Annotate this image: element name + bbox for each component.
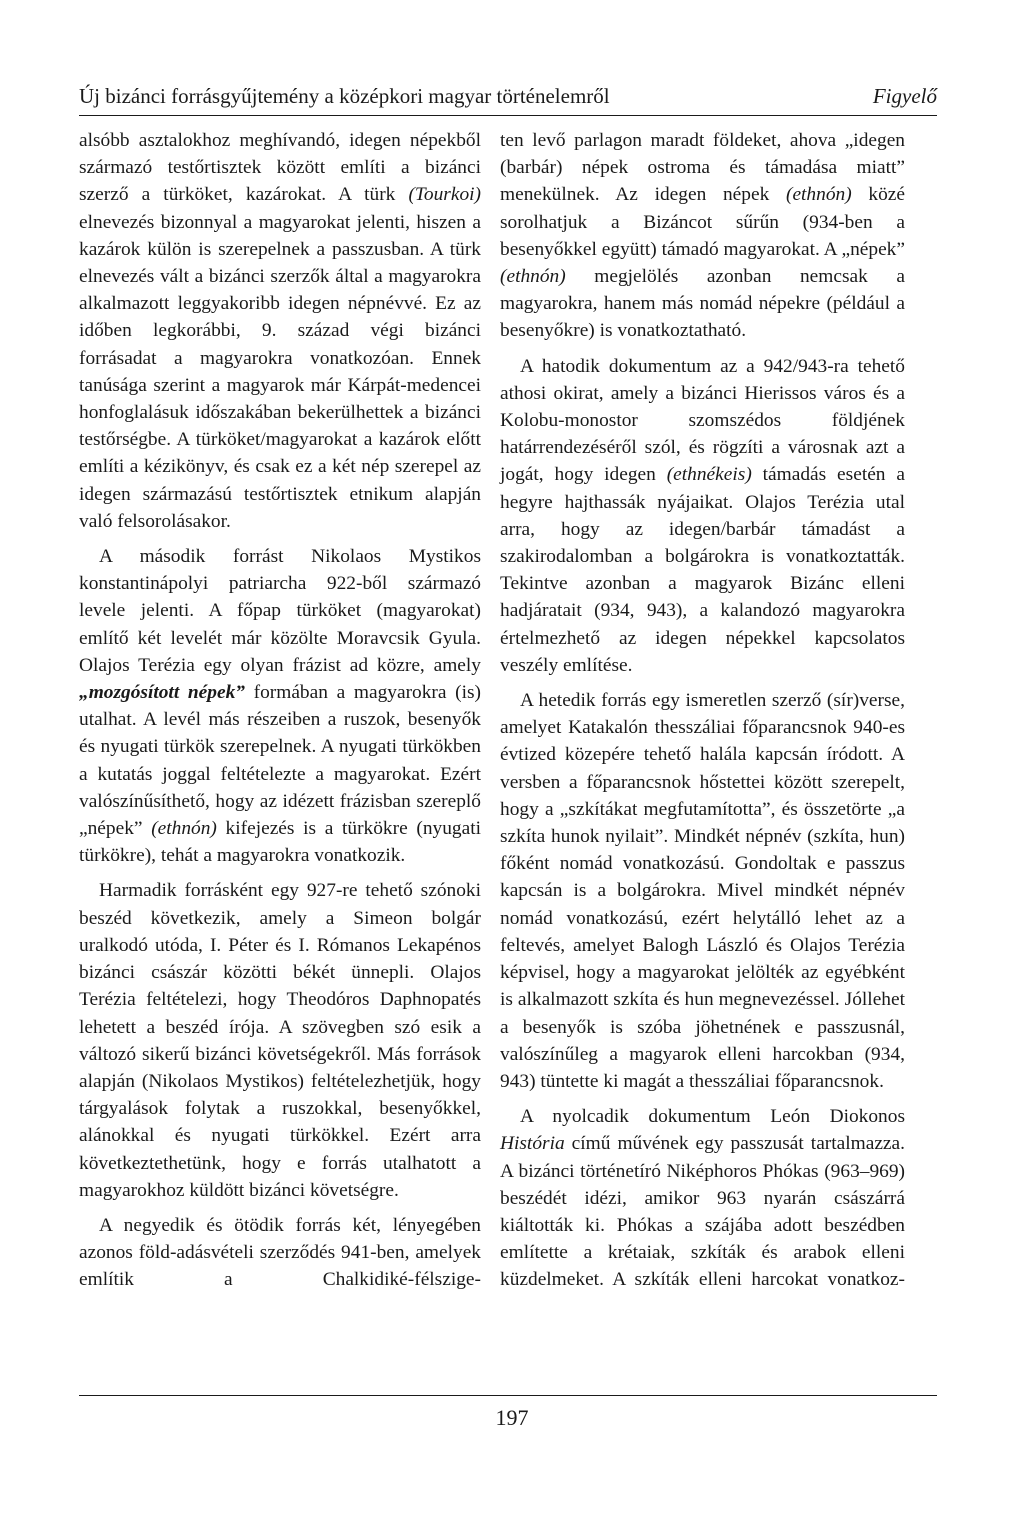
text-run-italic: (ethnón)	[785, 184, 852, 206]
paragraph	[79, 127, 481, 535]
text-run: A hatodik dokumentum az a 942/943-ra tehető athosi okirat, amely a bizánci Hierissos város és a Kolobu-monostor szomszédos földjének határrendezéséről szól, és rögzíti a városnak azt a jogát, hogy idegen	[500, 355, 905, 486]
text-run-italic: (Tourkoi)	[408, 184, 481, 206]
paragraph	[79, 1212, 481, 1294]
left-column	[79, 127, 481, 1294]
text-run: A negyedik és ötödik forrás két, lényegében azonos föld-adásvételi szerződés 941-ben, amelyek említik a Chalkidiké-félszige-	[79, 1214, 481, 1291]
paragraph	[500, 127, 905, 345]
text-run-italic: História	[500, 1133, 565, 1155]
text-run: alsóbb asztalokhoz meghívandó, idegen népekből származó testőrtisztek között említi a bizánci szerző a türköket, kazárokat. A türk	[79, 130, 481, 206]
running-head	[79, 84, 937, 116]
running-head-section: Figyelő	[872, 84, 937, 108]
text-run: ten levő parlagon maradt földeket, ahova „idegen (barbár) népek ostroma és támadása miatt” menekülnek. Az idegen népek	[500, 130, 905, 206]
paragraph	[500, 687, 905, 1095]
page-number: 197	[495, 1405, 529, 1430]
text-run: kifejezés is a türkökre (nyugati türkökre), tehát a magyarokra vonatkozik.	[79, 818, 481, 867]
text-run: elnevezés bizonnyal a magyarokat jelenti, hiszen a kazárok külön is szerepelnek a passzusban. A türk elnevezés vált a bizánci szerzők által a magyarokra alkalmazott leggyakoribb idegen népnévvé. Ez az időben legkorábbi, 9. század végi bizánci forrásadat a magyarokra vonatkozóan. Ennek tanúsága szerint a magyarok már Kárpát-medencei honfoglalásuk időszakában bekerülhettek a bizánci testőrségbe. A türköket/magyarokat a kazárok előtt említi a kézikönyv, és csak ez a két nép szerepel az idegen származású testőrtisztek etnikum alapján való felsorolásakor.	[79, 211, 481, 532]
paragraph	[500, 353, 905, 679]
paragraph	[79, 543, 481, 869]
footer-rule	[79, 1395, 937, 1396]
text-run: A nyolcadik dokumentum León Diokonos	[520, 1106, 905, 1128]
running-head-title: Új bizánci forrásgyűjtemény a középkori magyar történelemről	[79, 84, 610, 108]
text-run-italic: (ethnón)	[151, 818, 217, 840]
text-run: megjelölés azonban nemcsak a magyarokra, hanem más nomád népekre (például a besenyőkre) is vonatkoztatható.	[500, 266, 905, 342]
text-run: formában a magyarokra (is) utalhat. A levél más részeiben a ruszok, besenyők és nyugati türkök szerepelnek. A nyugati türkökben a kutatás joggal feltételezte a magyarokat. Ezért valószínűsíthető, hogy az idézett frázisban szereplő „népek”	[79, 682, 481, 840]
paragraph	[79, 877, 481, 1203]
text-run: közé sorolhatjuk a Bizáncot sűrűn (934-ben a besenyőkkel együtt) támadó magyarokat. A „népek”	[500, 184, 906, 260]
text-run: támadás esetén a hegyre hajthassák nyájaikat. Olajos Terézia utal arra, hogy az idegen/barbár támadást a szakirodalomban a bolgárokra is vonatkoztatták. Tekintve azonban a magyarok Bizánc elleni hadjáratait (934, 943), a kalandozó magyarokra értelmezhető az idegen népekkel kapcsolatos veszély említése.	[500, 464, 905, 676]
text-run-italic: (ethnón)	[500, 266, 566, 288]
text-run: A második forrást Nikolaos Mystikos konstantinápolyi patriarcha 922-ből származó levele jelenti. A főpap türköket (magyarokat) említő két levelét már közölte Moravcsik Gyula. Olajos Terézia egy olyan frázist ad közre, amely	[79, 546, 481, 676]
text-run: című művének egy passzusát tartalmazza. A bizánci történetíró Niképhoros Phókas (963–969) beszédét idézi, amikor 963 nyarán császárrá kiáltották ki. Phókas a szájába adott beszédben említette a krétaiak, szkíták és arabok elleni küzdelmeket. A szkíták elleni harcokat vonatkoz-	[500, 1133, 905, 1291]
paragraph	[500, 1103, 905, 1293]
right-column	[500, 127, 905, 1294]
text-run-italic: (ethnékeis)	[666, 464, 752, 486]
text-run-bold-italic: „mozgósított népek”	[79, 682, 245, 704]
text-run: A hetedik forrás egy ismeretlen szerző (sír)verse, amelyet Katakalón thesszáliai főparancsnok 940-es évtized közepére tehető halála kapcsán íródott. A versben a főparancsnok hőstettei között szerepelt, hogy a „szkítákat megfutamította”, és összetörte „a szkíta hunok nyilait”. Mindkét népnév (szkíta, hun) főként nomád vonatkozású. Gondoltak e passzus kapcsán is a bolgárokra. Mivel mindkét népnév nomád vonatkozású, ezért helytálló lehet az a feltevés, amelyet Balogh László és Olajos Terézia képvisel, hogy a magyarokat jelölték az egyébként is alkalmazott szkíta és hun megnevezéssel. Jóllehet a besenyők is szóba jöhetnének e passzusnál, valószínűleg a magyarok elleni harcokban (934, 943) tüntette ki magát a thesszáliai főparancsnok.	[500, 690, 905, 1092]
text-run: Harmadik forrásként egy 927-re tehető szónoki beszéd következik, amely a Simeon bolgár uralkodó utóda, I. Péter és I. Rómanos Lekapénos bizánci császár közötti békét ünnepli. Olajos Terézia feltételezi, hogy Theodóros Daphnopatés lehetett a beszéd írója. A szövegben szó esik a változó sikerű bizánci követségekről. Más források alapján (Nikolaos Mystikos) feltételezhetjük, hogy tárgyalások folytak a ruszokkal, besenyőkkel, alánokkal és nyugati türkökkel. Ezért arra következtethetünk, hogy e forrás utalhatott a magyarokhoz küldött bizánci követségre.	[79, 880, 481, 1201]
